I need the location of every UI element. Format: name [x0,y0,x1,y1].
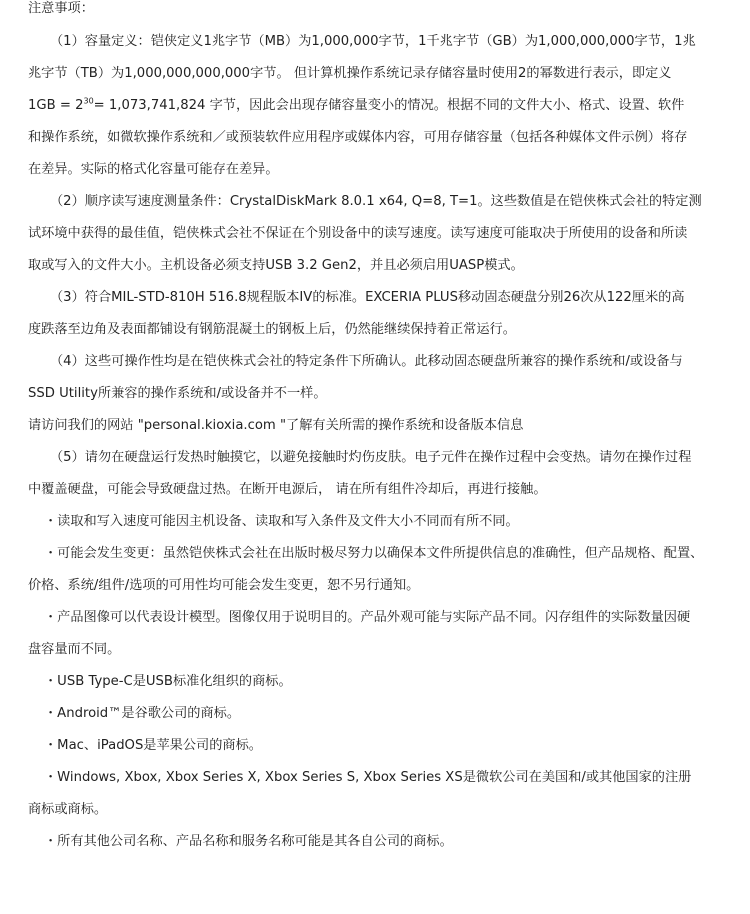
formula-exponent: 30 [83,96,94,106]
note-3-line-1: （3）符合MIL-STD-810H 516.8规程版本IV的标准。EXCERIA PLUS移动固态硬盘分别26次从122厘米的高 [50,290,685,305]
note-2-line-3: 取或写入的文件大小。主机设备必须支持USB 3.2 Gen2，并且必须启用UASP模式。 [28,258,524,273]
note-5-line-2: 中覆盖硬盘，可能会导致硬盘过热。在断开电源后， 请在所有组件冷却后，再进行接触。 [28,482,547,497]
formula-suffix: = 1,073,741,824 字节，因此会出现存储容量变小的情况。根据不同的文件大小、格式、设置、软件 [93,98,685,113]
bullet-image-note-line-1: ・产品图像可以代表设计模型。图像仅用于说明目的。产品外观可能与实际产品不同。闪存组件的实际数量因硬 [44,610,691,625]
note-1-line-4: 和操作系统，如微软操作系统和／或预装软件应用程序或媒体内容，可用存储容量（包括各种媒体文件示例）将存 [28,130,688,145]
bullet-apple-trademark: ・Mac、iPadOS是苹果公司的商标。 [44,738,262,753]
note-4-line-2: SSD Utility所兼容的操作系统和/或设备并不一样。 [28,386,327,401]
note-4-line-1: （4）这些可操作性均是在铠侠株式会社的特定条件下所确认。此移动固态硬盘所兼容的操作系统和/或设备与 [50,354,683,369]
formula-prefix: 1GB = 2 [28,98,84,113]
note-3-line-2: 度跌落至边角及表面都铺设有钢筋混凝土的钢板上后，仍然能继续保持着正常运行。 [28,322,516,337]
bullet-microsoft-trademark-line-1: ・Windows, Xbox, Xbox Series X, Xbox Series S, Xbox Series XS是微软公司在美国和/或其他国家的注册 [44,770,692,785]
bullet-change-note-line-1: ・可能会发生变更：虽然铠侠株式会社在出版时极尽努力以确保本文件所提供信息的准确性，但产品规格、配置、 [44,546,704,561]
note-1-formula-line [28,90,728,122]
bullet-image-note-line-2: 盘容量而不同。 [28,642,121,657]
note-2-line-2: 试环境中获得的最佳值，铠侠株式会社不保证在个别设备中的读写速度。读写速度可能取决于所使用的设备和所读 [28,226,688,241]
bullet-change-note-line-2: 价格、系统/组件/选项的可用性均可能会发生变更，恕不另行通知。 [28,578,420,593]
note-5-line-1: （5）请勿在硬盘运行发热时触摸它，以避免接触时灼伤皮肤。电子元件在操作过程中会变热。请勿在操作过程 [50,450,692,465]
note-2-line-1: （2）顺序读写速度测量条件：CrystalDiskMark 8.0.1 x64, Q=8, T=1。这些数值是在铠侠株式会社的特定测 [50,194,702,209]
bullet-speed-note: ・读取和写入速度可能因主机设备、读取和写入条件及文件大小不同而有所不同。 [44,514,519,529]
note-1-line-1: （1）容量定义：铠侠定义1兆字节（MB）为1,000,000字节，1千兆字节（GB）为1,000,000,000字节，1兆 [50,34,696,49]
bullet-android-trademark: ・Android™是谷歌公司的商标。 [44,706,241,721]
note-1-line-5: 在差异。实际的格式化容量可能存在差异。 [28,162,279,177]
bullet-microsoft-trademark-line-2: 商标或商标。 [28,802,108,817]
note-1-line-2: 兆字节（TB）为1,000,000,000,000字节。 但计算机操作系统记录存储容量时使用2的幂数进行表示，即定义 [28,66,672,81]
bullet-usb-trademark: ・USB Type-C是USB标准化组织的商标。 [44,674,292,689]
bullet-other-trademarks: ・所有其他公司名称、产品名称和服务名称可能是其各自公司的商标。 [44,834,453,849]
notice-heading: 注意事项： [28,1,94,16]
website-note: 请访问我们的网站 "personal.kioxia.com "了解有关所需的操作系统和设备版本信息 [28,418,524,433]
